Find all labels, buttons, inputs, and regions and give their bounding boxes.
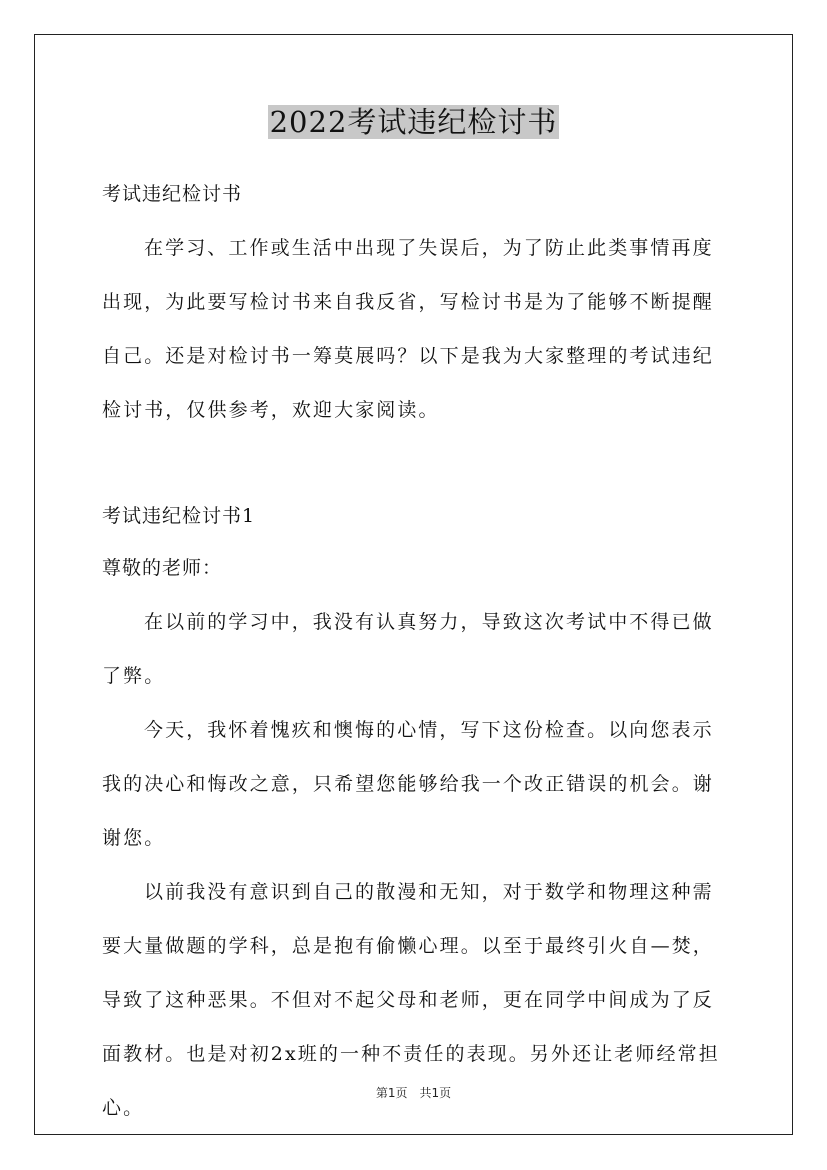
page-number-label: 第1页 共1页 [375, 1086, 452, 1100]
document-body [102, 175, 732, 1135]
document-title-text: 2022考试违纪检讨书 [269, 105, 558, 139]
document-title [0, 102, 827, 142]
salutation: 尊敬的老师： [102, 557, 223, 579]
page-footer [0, 1084, 827, 1101]
body-paragraph-3: 以前我没有意识到自己的散漫和无知，对于数学和物理这种需要大量做题的学科，总是抱有偷懒心理。以至于最终引火自—焚，导致了这种恶果。不但对不起父母和老师，更在同学中间成为了反面教材。也是对初2x班的一种不责任的表现。另外还让老师经常担心。 [102, 881, 720, 1119]
body-paragraph-2: 今天，我怀着愧疚和懊悔的心情，写下这份检查。以向您表示我的决心和悔改之意，只希望您能够给我一个改正错误的机会。谢谢您。 [102, 719, 714, 849]
intro-paragraph: 在学习、工作或生活中出现了失误后，为了防止此类事情再度出现，为此要写检讨书来自我反省，写检讨书是为了能够不断提醒自己。还是对检讨书一筹莫展吗？以下是我为大家整理的考试违纪检讨书，仅供参考，欢迎大家阅读。 [102, 237, 714, 421]
section-heading: 考试违纪检讨书1 [102, 505, 256, 527]
intro-heading: 考试违纪检讨书 [102, 183, 243, 205]
body-paragraph-1: 在以前的学习中，我没有认真努力，导致这次考试中不得已做了弊。 [102, 611, 714, 687]
